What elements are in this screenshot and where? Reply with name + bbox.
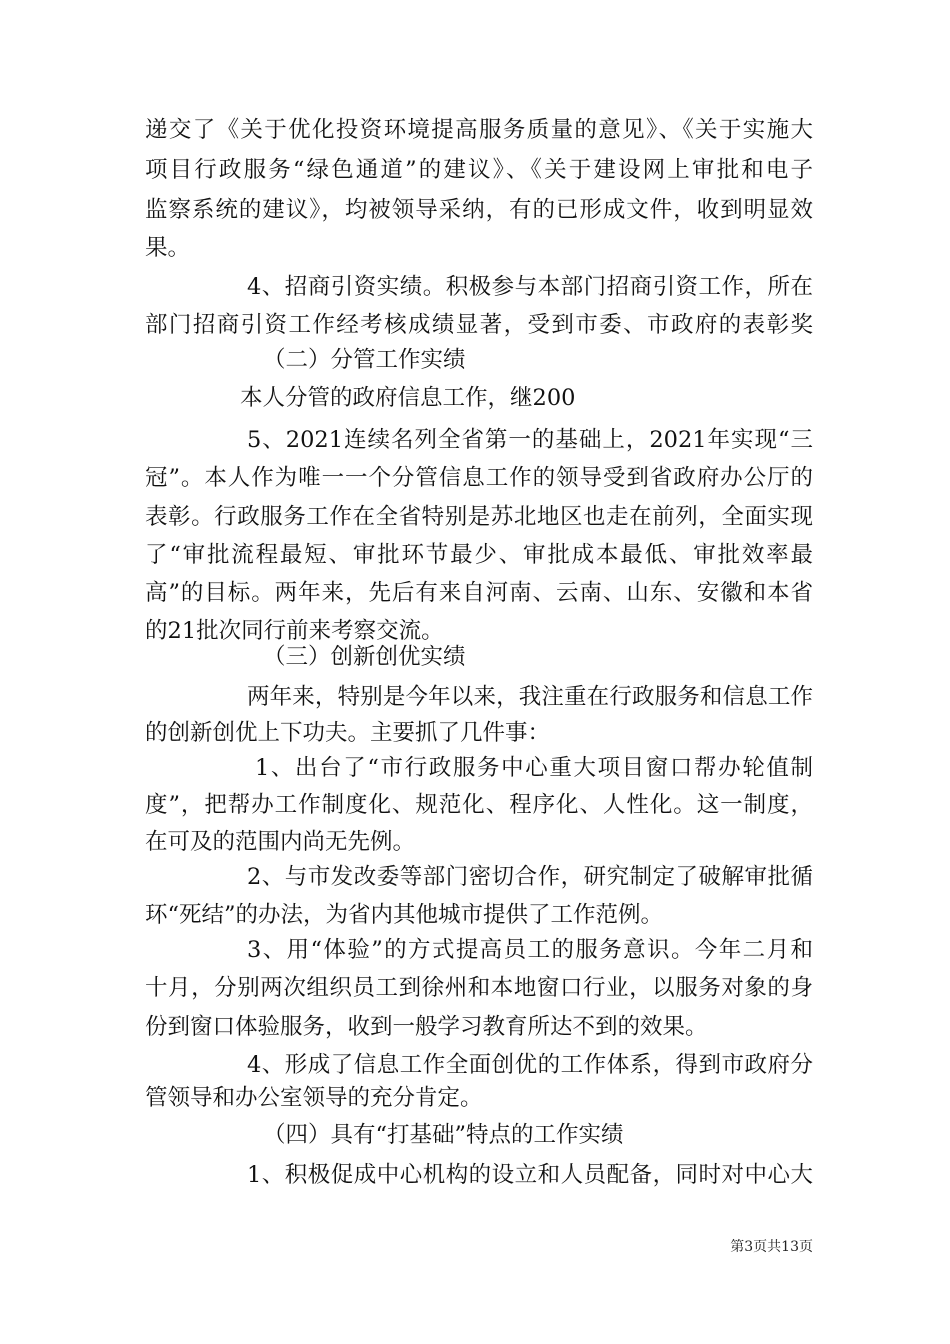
section-heading: （三）创新创优实绩 xyxy=(263,644,466,670)
paragraph-line: 5、2021连续名列全省第一的基础上，2021年实现“三 xyxy=(247,427,813,453)
section-heading: （四）具有“打基础”特点的工作实绩 xyxy=(263,1122,624,1148)
section-heading: （二）分管工作实绩 xyxy=(263,347,466,373)
paragraph-line: 果。 xyxy=(145,235,191,261)
paragraph-line: 高”的目标。两年来，先后有来自河南、云南、山东、安徽和本省 xyxy=(145,580,813,606)
paragraph-line: 4、招商引资实绩。积极参与本部门招商引资工作，所在 xyxy=(247,274,813,300)
paragraph-line: 份到窗口体验服务，收到一般学习教育所达不到的效果。 xyxy=(145,1014,708,1040)
paragraph-line: 表彰。行政服务工作在全省特别是苏北地区也走在前列，全面实现 xyxy=(145,504,813,530)
paragraph-line: 3、用“体验”的方式提高员工的服务意识。今年二月和 xyxy=(247,937,813,963)
paragraph-line: 两年来，特别是今年以来，我注重在行政服务和信息工作 xyxy=(247,684,813,710)
paragraph-line: 度”，把帮办工作制度化、规范化、程序化、人性化。这一制度， xyxy=(145,792,813,818)
paragraph-line: 的21批次同行前来考察交流。 xyxy=(145,618,444,644)
paragraph-line: 监察系统的建议》，均被领导采纳，有的已形成文件，收到明显效 xyxy=(145,197,813,223)
paragraph-line: 在可及的范围内尚无先例。 xyxy=(145,829,416,855)
paragraph-line: 2、与市发改委等部门密切合作，研究制定了破解审批循 xyxy=(247,864,813,890)
paragraph-line: 冠”。本人作为唯一一个分管信息工作的领导受到省政府办公厅的 xyxy=(145,465,813,491)
paragraph-line: 十月，分别两次组织员工到徐州和本地窗口行业，以服务对象的身 xyxy=(145,975,813,1001)
paragraph-line: 1、积极促成中心机构的设立和人员配备，同时对中心大 xyxy=(247,1162,813,1188)
paragraph-line: 本人分管的政府信息工作，继200 xyxy=(240,385,576,411)
paragraph-line: 4、形成了信息工作全面创优的工作体系，得到市政府分 xyxy=(247,1052,813,1078)
paragraph-line: 了“审批流程最短、审批环节最少、审批成本最低、审批效率最 xyxy=(145,542,813,568)
paragraph-line: 1、出台了“市行政服务中心重大项目窗口帮办轮值制 xyxy=(255,755,813,781)
paragraph-line: 部门招商引资工作经考核成绩显著，受到市委、市政府的表彰奖 xyxy=(145,312,813,338)
paragraph-line: 的创新创优上下功夫。主要抓了几件事： xyxy=(145,720,551,746)
paragraph-line: 环“死结”的办法，为省内其他城市提供了工作范例。 xyxy=(145,902,664,928)
paragraph-line: 项目行政服务“绿色通道”的建议》、《关于建设网上审批和电子 xyxy=(145,157,813,183)
page-number: 第3页共13页 xyxy=(730,1239,813,1255)
paragraph-line: 递交了《关于优化投资环境提高服务质量的意见》、《关于实施大 xyxy=(145,117,813,143)
paragraph-line: 管领导和办公室领导的充分肯定。 xyxy=(145,1085,483,1111)
